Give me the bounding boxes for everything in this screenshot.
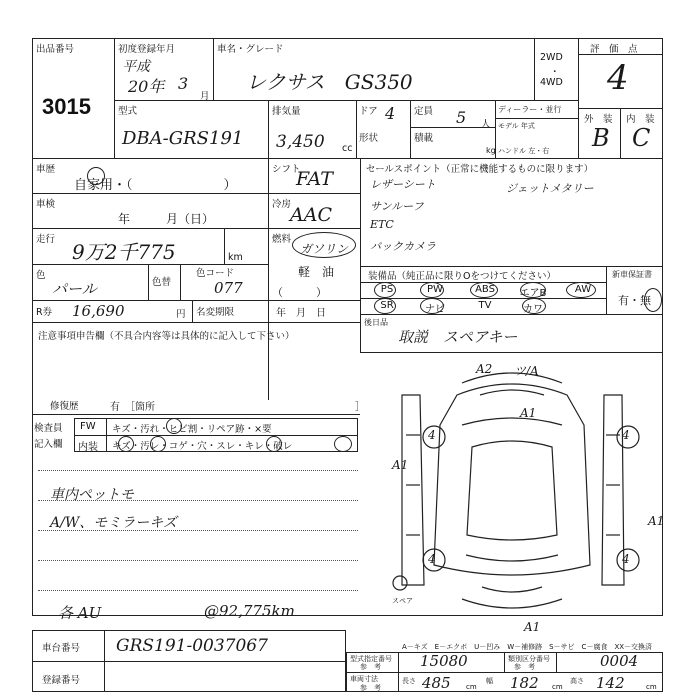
inspector-line1: キズ・汚れ・ヒビ割・リペア跡・×要 xyxy=(112,424,272,435)
type-cert-label: 型式指定番号 xyxy=(350,655,392,663)
divider xyxy=(74,435,358,436)
divider xyxy=(360,314,663,315)
divider xyxy=(32,228,360,229)
damage-mark: A1 xyxy=(648,514,665,528)
equipment-sr: SR xyxy=(380,300,394,311)
displacement-value: 3,450 xyxy=(276,132,325,152)
handle-label: ハンドル 左・右 xyxy=(498,147,550,155)
inspector-label: 検査員 xyxy=(34,423,63,434)
divider xyxy=(32,193,360,194)
model-value: DBA-GRS191 xyxy=(122,128,244,149)
wheel-score: 4 xyxy=(428,428,436,442)
divider xyxy=(360,158,361,352)
warranty-label: 新車保証書 xyxy=(612,270,652,279)
fuel-paren: （ ） xyxy=(272,286,327,299)
color-label: 色 xyxy=(36,270,46,281)
after-parts-value: 取説 スペアキー xyxy=(398,328,518,346)
equipment-circle xyxy=(374,282,396,298)
divider xyxy=(268,158,269,400)
divider xyxy=(106,418,107,452)
fuel-label: 燃料 xyxy=(272,234,292,245)
interior-grade: C xyxy=(632,124,651,152)
width-label: 幅 xyxy=(486,677,493,685)
seats-label: 定員 xyxy=(414,106,434,117)
damage-legend: A－キズ E－エクボ U－凹み W－補修跡 S－サビ C－腐食 XX－交換済 xyxy=(402,643,653,651)
first-reg-year: 20年 xyxy=(128,77,165,96)
inspection-value: 年 月（日） xyxy=(118,212,215,226)
color-code-label: 色コード xyxy=(196,268,235,279)
cm-unit: cm xyxy=(552,683,563,691)
damage-mark: ツ/A xyxy=(514,364,539,378)
km-unit: km xyxy=(228,252,243,263)
divider xyxy=(398,652,399,692)
equipment-pw: PW xyxy=(427,284,443,295)
cm-unit: cm xyxy=(646,683,657,691)
divider xyxy=(32,322,360,323)
displacement-label: 排気量 xyxy=(272,106,301,117)
deadline-label: 名変期限 xyxy=(196,307,235,318)
divider xyxy=(606,266,607,314)
divider xyxy=(32,300,360,301)
score: 4 xyxy=(607,58,629,98)
size-label: 車両寸法 xyxy=(350,675,378,683)
size-sub: 参 考 xyxy=(360,684,381,692)
divider xyxy=(495,118,578,119)
equipment-circle xyxy=(374,298,396,314)
ac-label: 冷房 xyxy=(272,199,292,210)
divider xyxy=(360,352,663,353)
equipment-circle xyxy=(470,282,498,298)
deadline-value: 年 月 日 xyxy=(276,308,326,319)
width-value: 182 xyxy=(510,674,539,692)
equipment-circle xyxy=(420,282,444,298)
mileage-label: 走行 xyxy=(36,234,56,245)
height-value: 142 xyxy=(596,674,625,692)
person-unit: 人 xyxy=(481,119,491,130)
fuel-gas: ガソリン xyxy=(300,242,349,256)
doors-label: ドア xyxy=(359,106,378,117)
score-label: 評 価 点 xyxy=(590,44,638,55)
recycle-label: R券 xyxy=(36,307,53,318)
note-line xyxy=(38,560,358,561)
note-line xyxy=(38,590,358,591)
divider xyxy=(578,38,579,158)
divider xyxy=(114,100,578,101)
exterior-grade: B xyxy=(592,124,610,152)
class-label: 類別区分番号 xyxy=(508,655,550,663)
divider xyxy=(410,100,411,158)
divider xyxy=(192,300,193,322)
equipment-tv: TV xyxy=(478,300,492,311)
fuel-gas-circle xyxy=(292,232,356,258)
equipment-circle xyxy=(522,298,546,314)
warranty-value: 有・無 xyxy=(618,294,651,307)
divider xyxy=(148,264,149,300)
notes-label: 注意事項申告欄（不具合内容等は具体的に記入して下さい） xyxy=(38,331,295,342)
damage-mark: A2 xyxy=(476,362,493,376)
color-code-value: 077 xyxy=(214,279,243,297)
class-value: 0004 xyxy=(600,652,639,670)
color-value: パール xyxy=(52,280,97,298)
divider xyxy=(213,38,214,100)
divider xyxy=(346,672,663,673)
shift-label: シフト xyxy=(272,164,301,175)
divider xyxy=(32,661,346,662)
sales-point: レザーシート xyxy=(370,178,436,191)
dealer-label: ディーラー・並行 xyxy=(498,105,562,114)
equipment-ps: PS xyxy=(380,284,394,295)
sales-point: ETC xyxy=(370,218,394,231)
divider xyxy=(180,264,181,300)
reg-label: 登録番号 xyxy=(42,675,81,686)
chassis-label: 車台番号 xyxy=(42,643,81,654)
yen-unit: 円 xyxy=(176,309,186,320)
inspector-circle xyxy=(334,436,352,452)
seats-value: 5 xyxy=(456,108,467,127)
drive-2wd: 2WD xyxy=(540,52,563,63)
inspector-circle xyxy=(166,418,182,434)
equipment-circle xyxy=(566,282,596,298)
color-change-label: 色替 xyxy=(152,277,172,288)
repair-value: 有 ［箇所 ］ xyxy=(110,402,365,413)
divider xyxy=(495,100,496,158)
divider xyxy=(224,228,225,264)
after-parts-label: 後日品 xyxy=(364,318,388,327)
sales-label: セールスポイント（正常に機能するものに限ります） xyxy=(366,164,594,175)
interior-label: 内 装 xyxy=(626,114,655,125)
divider xyxy=(556,652,557,672)
equipment-label: 装備品（純正品に限りOをつけてください） xyxy=(368,271,556,282)
sales-point: バックカメラ xyxy=(370,240,436,253)
type-cert-value: 15080 xyxy=(420,652,468,670)
damage-mark: A1 xyxy=(392,458,409,472)
spare-label: スペア xyxy=(392,597,413,605)
shift-value: FAT xyxy=(296,168,333,190)
ac-value: AAC xyxy=(290,204,332,226)
inspector-circle xyxy=(118,436,134,452)
equipment-leather: カワ xyxy=(523,304,543,315)
car-diagram xyxy=(362,355,665,635)
handwritten-note: 車内ペットモ xyxy=(50,487,134,503)
first-reg-era: 平成 xyxy=(122,59,150,75)
divider xyxy=(620,108,621,158)
handwritten-note: 各 AU xyxy=(58,604,102,622)
chassis-value: GRS191-0037067 xyxy=(116,636,268,656)
equipment-aw: AW xyxy=(574,284,592,295)
warranty-none-circle xyxy=(644,288,662,312)
private-use-circle xyxy=(87,167,105,185)
divider xyxy=(32,414,360,415)
divider xyxy=(360,298,606,299)
wheel-score: 4 xyxy=(428,552,436,566)
divider xyxy=(114,38,115,158)
divider xyxy=(504,652,505,672)
history-value: 自家用・（ ） xyxy=(74,178,237,193)
sales-point: サンルーフ xyxy=(370,200,424,213)
history-label: 車歴 xyxy=(36,164,56,175)
first-reg-label: 初度登録年月 xyxy=(118,44,176,55)
equipment-circle xyxy=(520,282,546,298)
load-label: 積載 xyxy=(414,133,434,144)
lot-number: 3015 xyxy=(42,94,91,119)
height-label: 高さ xyxy=(570,677,584,685)
lot-label: 出品番号 xyxy=(36,44,75,55)
divider xyxy=(410,127,495,128)
cm-unit: cm xyxy=(466,683,477,691)
equipment-circle xyxy=(420,298,444,314)
model-year-label: モデル 年式 xyxy=(498,122,535,130)
inspector-line2: キズ・汚レ・コゲ・穴・スレ・キレ・破レ xyxy=(112,441,293,452)
note-line xyxy=(38,470,358,471)
fuel-diesel: 軽 油 xyxy=(298,265,335,279)
drive-dot: ・ xyxy=(550,67,560,78)
divider xyxy=(356,100,357,158)
handwritten-note: A/W、モミラーキズ xyxy=(50,515,177,531)
recycle-value: 16,690 xyxy=(72,302,125,320)
inspector-interior: 内装 xyxy=(78,442,98,453)
divider xyxy=(360,266,663,267)
cc-unit: cc xyxy=(342,143,353,154)
equipment-abs: ABS xyxy=(475,284,495,295)
mileage-value: 9万2千775 xyxy=(72,240,176,264)
divider xyxy=(104,630,105,692)
inspector-label: 記入欄 xyxy=(34,439,63,450)
equipment-navi: ナビ xyxy=(425,304,445,315)
drive-4wd: 4WD xyxy=(540,77,563,88)
divider xyxy=(534,38,535,100)
repair-label: 修復歴 xyxy=(50,401,79,412)
month-unit: 月 xyxy=(200,91,210,102)
divider xyxy=(32,158,663,159)
first-reg-month: 3 xyxy=(178,74,189,93)
inspector-circle xyxy=(266,436,282,452)
inspector-circle xyxy=(150,436,166,452)
wheel-score: 4 xyxy=(622,428,630,442)
kg-unit: kg xyxy=(486,146,496,155)
divider xyxy=(268,100,269,158)
exterior-label: 外 装 xyxy=(584,114,613,125)
sales-point: ジェットメタリー xyxy=(506,182,594,195)
damage-mark: A1 xyxy=(520,406,537,420)
car-name-label: 車名・グレード xyxy=(217,44,284,55)
shape-label: 形状 xyxy=(359,133,379,144)
inspector-fw: FW xyxy=(80,421,96,432)
length-label: 長さ xyxy=(402,677,416,685)
divider xyxy=(578,54,663,55)
doors-value: 4 xyxy=(385,104,396,123)
class-sub: 参 考 xyxy=(514,663,535,671)
inspection-label: 車検 xyxy=(36,199,56,210)
car-name: レクサス GS350 xyxy=(246,70,413,94)
equipment-airbag: エアB xyxy=(519,288,547,299)
damage-mark: A1 xyxy=(524,620,541,634)
wheel-score: 4 xyxy=(622,552,630,566)
model-label: 型式 xyxy=(118,106,138,117)
length-value: 485 xyxy=(422,674,451,692)
handwritten-note: @92,775km xyxy=(204,602,295,620)
type-cert-sub: 参 考 xyxy=(360,663,381,671)
